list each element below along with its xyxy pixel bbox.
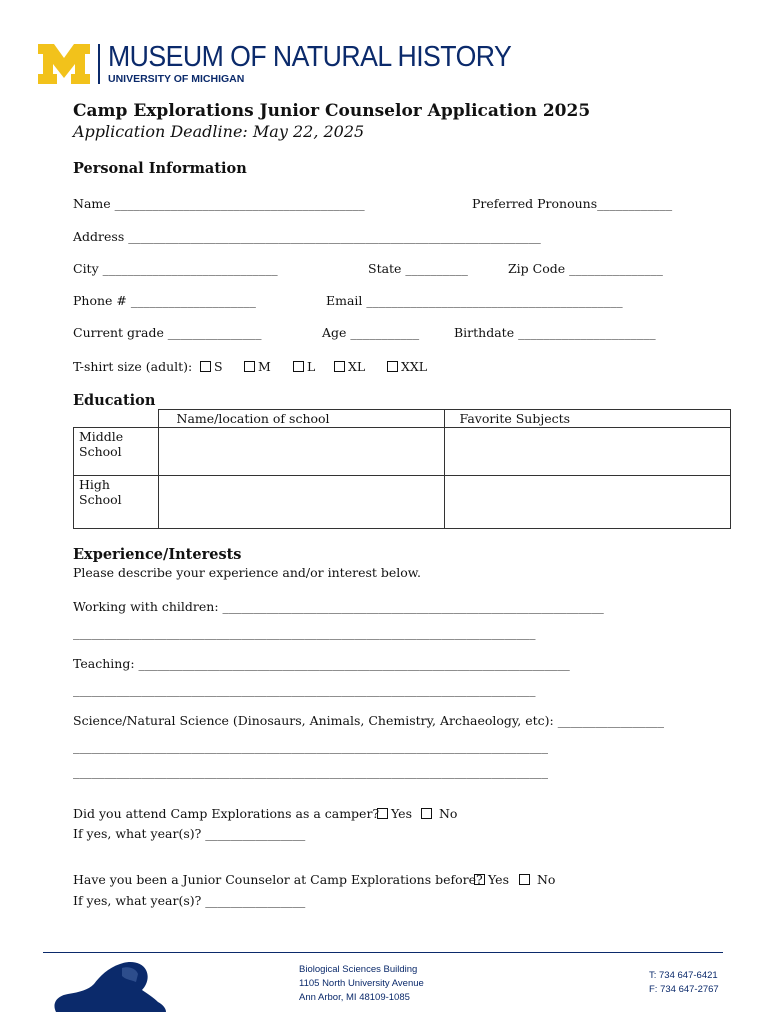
checkbox-icon[interactable] bbox=[421, 808, 432, 819]
application-deadline: Application Deadline: May 22, 2025 bbox=[73, 122, 365, 141]
university-subtitle: UNIVERSITY OF MICHIGAN bbox=[108, 73, 245, 85]
address-line-1: Biological Sciences Building bbox=[299, 964, 418, 975]
city-field[interactable]: City ____________________________ bbox=[73, 261, 278, 276]
museum-title: MUSEUM OF NATURAL HISTORY bbox=[108, 41, 512, 73]
address-line-3: Ann Arbor, MI 48109-1085 bbox=[299, 992, 410, 1003]
middle-school-name-cell[interactable] bbox=[158, 428, 444, 476]
footer-divider bbox=[43, 952, 723, 953]
grade-field[interactable]: Current grade _______________ bbox=[73, 325, 262, 340]
age-field[interactable]: Age ___________ bbox=[322, 325, 420, 340]
science-field-line2[interactable]: ____________________________________________________________________________ bbox=[73, 739, 548, 754]
checkbox-icon[interactable] bbox=[244, 361, 255, 372]
school-column-header: Name/location of school bbox=[158, 410, 444, 428]
page-title: Camp Explorations Junior Counselor Application 2025 bbox=[73, 101, 591, 121]
middle-school-subjects-cell[interactable] bbox=[444, 428, 731, 476]
education-heading: Education bbox=[73, 392, 156, 409]
phone-field[interactable]: Phone # ____________________ bbox=[73, 293, 256, 308]
science-field-line3[interactable]: ____________________________________________________________________________ bbox=[73, 764, 548, 779]
address-field[interactable]: Address __________________________________________________________________ bbox=[73, 229, 541, 244]
university-m-logo bbox=[38, 44, 90, 84]
email-field[interactable]: Email _________________________________________ bbox=[326, 293, 623, 308]
footer-address bbox=[299, 963, 424, 1005]
zip-field[interactable]: Zip Code _______________ bbox=[508, 261, 663, 276]
size-l-option[interactable]: L bbox=[293, 359, 315, 374]
counselor-no-option[interactable]: No bbox=[519, 872, 555, 887]
checkbox-icon[interactable] bbox=[293, 361, 304, 372]
high-school-subjects-cell[interactable] bbox=[444, 476, 731, 529]
logo-divider bbox=[98, 44, 100, 84]
table-corner bbox=[74, 410, 159, 428]
counselor-yes-option[interactable]: Yes bbox=[474, 872, 509, 887]
camper-question: Did you attend Camp Explorations as a camper? bbox=[73, 806, 380, 821]
sphinx-logo-icon bbox=[50, 958, 168, 1014]
size-xxl-option[interactable]: XXL bbox=[387, 359, 427, 374]
size-s-option[interactable]: S bbox=[200, 359, 223, 374]
experience-intro: Please describe your experience and/or interest below. bbox=[73, 565, 421, 580]
subjects-column-header: Favorite Subjects bbox=[444, 410, 731, 428]
checkbox-icon[interactable] bbox=[519, 874, 530, 885]
tshirt-label: T-shirt size (adult): bbox=[73, 359, 193, 374]
counselor-question: Have you been a Junior Counselor at Camp Explorations before? bbox=[73, 872, 483, 887]
high-school-name-cell[interactable] bbox=[158, 476, 444, 529]
science-field[interactable]: Science/Natural Science (Dinosaurs, Animals, Chemistry, Archaeology, etc): _________________ bbox=[73, 713, 664, 728]
camper-years-field[interactable]: If yes, what year(s)? ________________ bbox=[73, 826, 306, 841]
name-field[interactable]: Name ________________________________________ bbox=[73, 196, 365, 211]
size-xl-option[interactable]: XL bbox=[334, 359, 365, 374]
checkbox-icon[interactable] bbox=[387, 361, 398, 372]
checkbox-icon[interactable] bbox=[377, 808, 388, 819]
children-field-line2[interactable]: __________________________________________________________________________ bbox=[73, 625, 536, 640]
address-line-2: 1105 North University Avenue bbox=[299, 978, 424, 989]
counselor-years-field[interactable]: If yes, what year(s)? ________________ bbox=[73, 893, 306, 908]
education-table bbox=[73, 409, 731, 529]
high-school-label: High School bbox=[74, 476, 159, 529]
camper-yes-option[interactable]: Yes bbox=[377, 806, 412, 821]
footer-phone: T: 734 647-6421 bbox=[649, 970, 718, 981]
camper-no-option[interactable]: No bbox=[421, 806, 457, 821]
middle-school-label: Middle School bbox=[74, 428, 159, 476]
size-m-option[interactable]: M bbox=[244, 359, 271, 374]
children-field[interactable]: Working with children: _____________________________________________________________ bbox=[73, 599, 604, 614]
checkbox-icon[interactable] bbox=[474, 874, 485, 885]
footer-fax: F: 734 647-2767 bbox=[649, 984, 719, 995]
birthdate-field[interactable]: Birthdate ______________________ bbox=[454, 325, 656, 340]
checkbox-icon[interactable] bbox=[200, 361, 211, 372]
footer-contact bbox=[649, 969, 719, 997]
checkbox-icon[interactable] bbox=[334, 361, 345, 372]
experience-heading: Experience/Interests bbox=[73, 546, 242, 563]
teaching-field-line2[interactable]: __________________________________________________________________________ bbox=[73, 682, 536, 697]
personal-info-heading: Personal Information bbox=[73, 160, 247, 177]
state-field[interactable]: State __________ bbox=[368, 261, 468, 276]
pronouns-field[interactable]: Preferred Pronouns____________ bbox=[472, 196, 673, 211]
teaching-field[interactable]: Teaching: _____________________________________________________________________ bbox=[73, 656, 570, 671]
